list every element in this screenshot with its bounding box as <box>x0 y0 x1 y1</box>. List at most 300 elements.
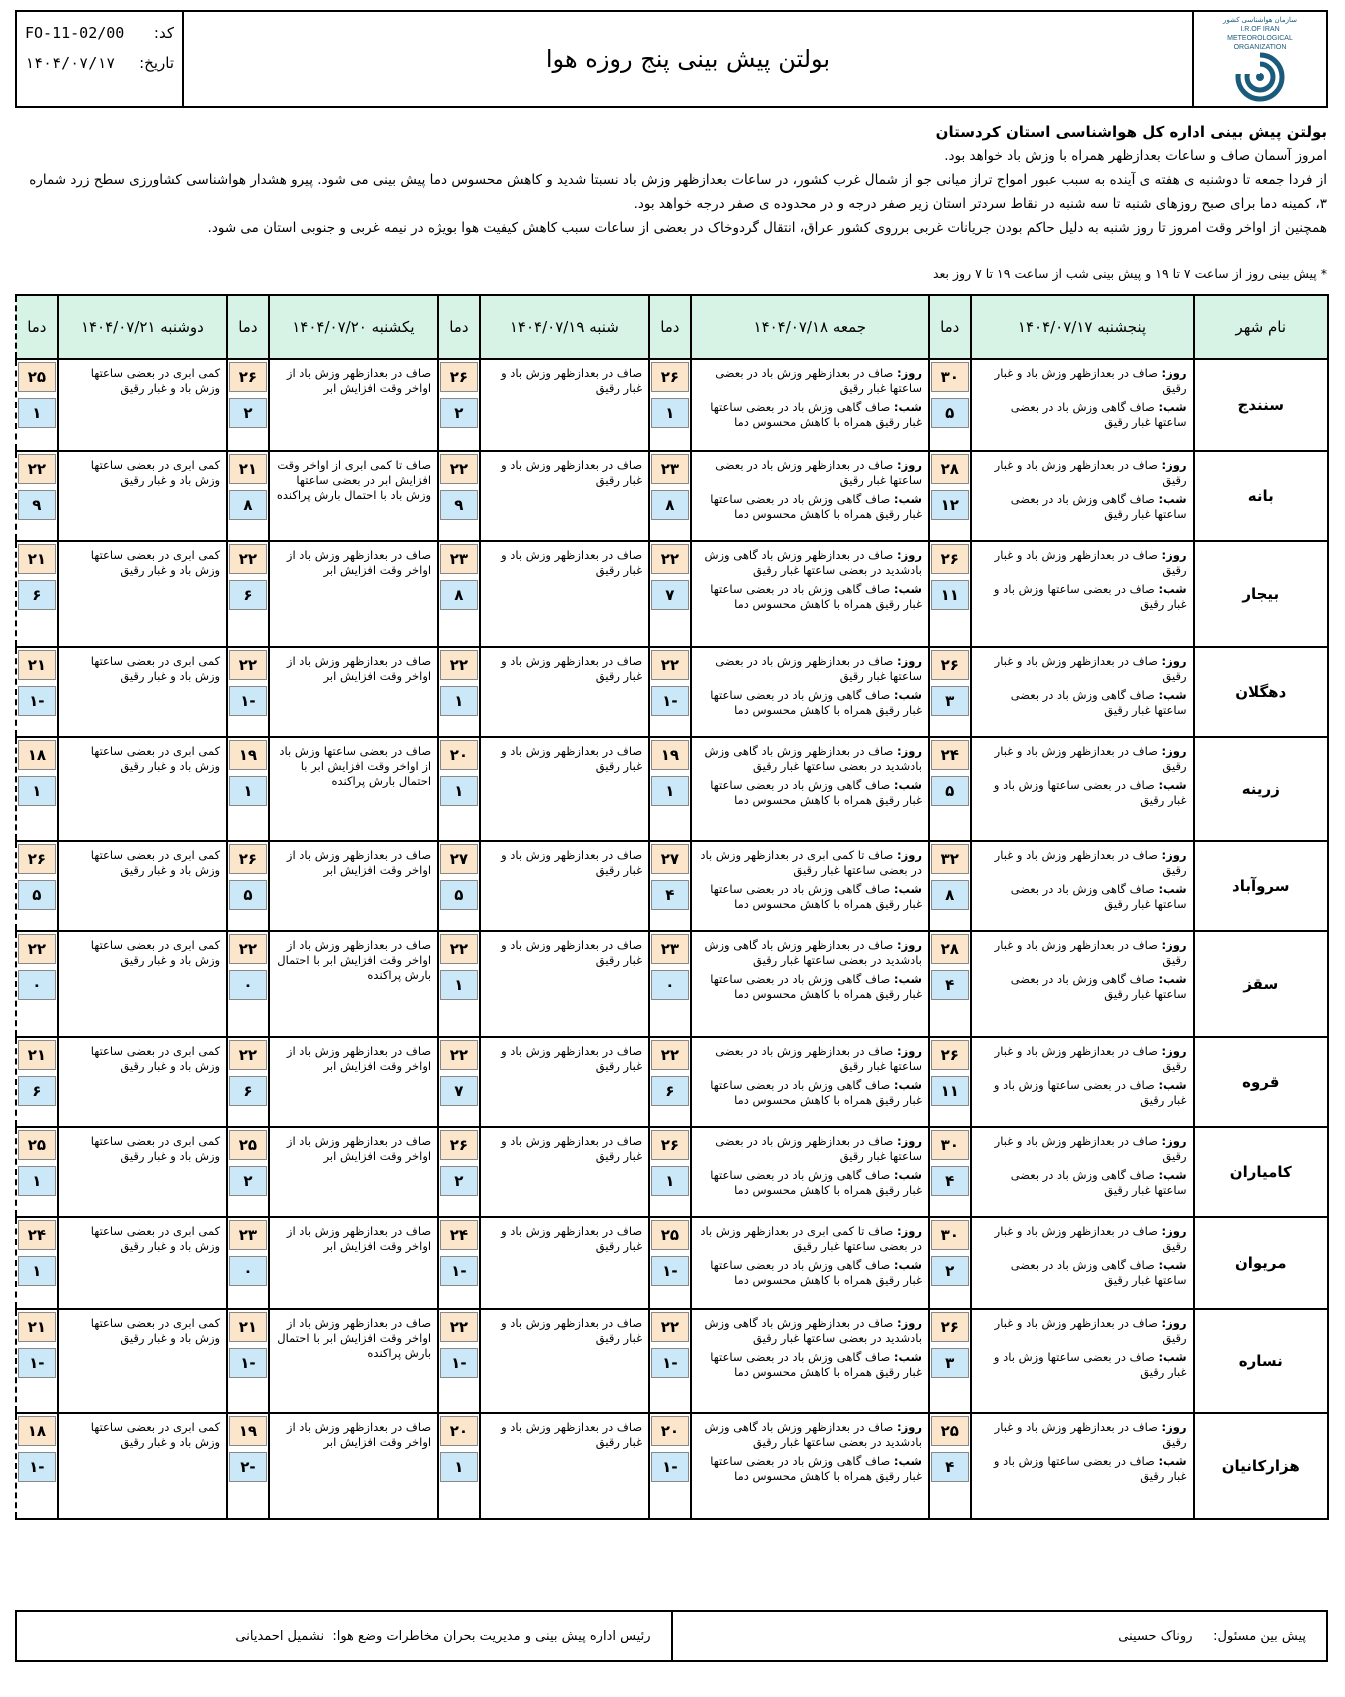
night-forecast <box>976 882 1187 912</box>
forecast-cell <box>58 1309 227 1413</box>
min-temp: ۱ <box>18 1166 56 1196</box>
temp-cell <box>929 841 971 931</box>
day-forecast <box>696 458 922 488</box>
temp-header-1: دما <box>929 295 971 359</box>
min-temp: ۴ <box>931 1452 969 1482</box>
max-temp: ۲۳ <box>651 454 689 484</box>
day-forecast <box>696 1420 922 1450</box>
forecast-cell <box>691 1413 929 1519</box>
night-forecast-text: صاف گاهی وزش باد در بعضی ساعتها غبار رقیق همراه با کاهش محسوس دما <box>710 972 922 1001</box>
temp-cell <box>227 737 269 841</box>
day-2-header: جمعه ۱۴۰۴/۰۷/۱۸ <box>691 295 929 359</box>
forecast-cell <box>269 359 438 451</box>
forecast-cell <box>971 1217 1194 1309</box>
forecast-cell <box>269 1037 438 1127</box>
min-temp: ۸ <box>651 490 689 520</box>
forecast-text: کمی ابری در بعضی ساعتها وزش باد و غبار رقیق <box>90 366 221 395</box>
night-label: شب: <box>893 972 922 986</box>
forecast-cell <box>269 541 438 647</box>
night-forecast-text: صاف گاهی وزش باد در بعضی ساعتها غبار رقیق <box>1010 688 1187 717</box>
max-temp: ۲۲ <box>440 454 478 484</box>
min-temp: ۵ <box>18 880 56 910</box>
max-temp: ۲۰ <box>440 740 478 770</box>
min-temp: ۶ <box>229 1076 267 1106</box>
night-forecast-text: صاف گاهی وزش باد در بعضی ساعتها غبار رقیق همراه با کاهش محسوس دما <box>710 1350 922 1379</box>
forecast-cell <box>58 541 227 647</box>
min-temp: -۱ <box>18 1452 56 1482</box>
max-temp: ۲۶ <box>931 1312 969 1342</box>
max-temp: ۲۲ <box>229 544 267 574</box>
forecast-text: صاف در بعدازظهر وزش باد و غبار رقیق <box>501 458 643 487</box>
date-value: ۱۴۰۴/۰۷/۱۷ <box>25 54 116 72</box>
page-title: بولتن پیش بینی پنج روزه هوا <box>545 45 831 73</box>
night-label: شب: <box>1158 882 1187 896</box>
min-temp: -۱ <box>229 1348 267 1378</box>
max-temp: ۱۹ <box>229 1416 267 1446</box>
min-temp: ۱ <box>651 1166 689 1196</box>
night-forecast-text: صاف در بعضی ساعتها وزش باد و غبار رقیق <box>993 582 1187 611</box>
table-row <box>16 841 1328 931</box>
temp-cell <box>438 647 480 737</box>
min-temp: -۱ <box>440 1348 478 1378</box>
night-label: شب: <box>1158 1454 1187 1468</box>
night-label: شب: <box>1158 1078 1187 1092</box>
temp-cell <box>438 1413 480 1519</box>
forecast-text: صاف در بعدازظهر وزش باد از اواخر وقت افزایش ابر <box>286 1044 432 1073</box>
night-forecast-text: صاف گاهی وزش باد در بعضی ساعتها غبار رقیق همراه با کاهش محسوس دما <box>710 778 922 807</box>
max-temp: ۲۲ <box>651 650 689 680</box>
forecast-text: صاف در بعدازظهر وزش باد و غبار رقیق <box>501 548 643 577</box>
night-forecast <box>696 1168 922 1198</box>
night-forecast-text: صاف گاهی وزش باد در بعضی ساعتها غبار رقیق همراه با کاهش محسوس دما <box>710 1168 922 1197</box>
temp-cell <box>227 1127 269 1217</box>
temp-cell <box>649 1127 691 1217</box>
forecast-cell <box>971 359 1194 451</box>
night-label: شب: <box>1158 778 1187 792</box>
max-temp: ۲۳ <box>651 934 689 964</box>
day-forecast-text: صاف در بعدازظهر وزش باد در بعضی ساعتها غبار رقیق <box>715 1044 922 1073</box>
max-temp: ۲۸ <box>931 454 969 484</box>
min-temp: -۱ <box>651 1452 689 1482</box>
min-temp: -۱ <box>440 1256 478 1286</box>
min-temp: ۷ <box>440 1076 478 1106</box>
temp-cell <box>16 1217 58 1309</box>
night-forecast-text: صاف گاهی وزش باد در بعضی ساعتها غبار رقیق همراه با کاهش محسوس دما <box>710 492 922 521</box>
night-forecast <box>976 1168 1187 1198</box>
temp-header-3: دما <box>438 295 480 359</box>
city-name: سروآباد <box>1194 841 1328 931</box>
night-label: شب: <box>893 1258 922 1272</box>
night-forecast-text: صاف در بعضی ساعتها وزش باد و غبار رقیق <box>993 778 1187 807</box>
night-label: شب: <box>1158 1350 1187 1364</box>
night-forecast <box>696 492 922 522</box>
temp-cell <box>16 541 58 647</box>
day-forecast-text: صاف در بعدازظهر وزش باد و غبار رقیق <box>994 458 1187 487</box>
forecast-cell <box>269 1217 438 1309</box>
min-temp: ۲ <box>229 1166 267 1196</box>
max-temp: ۲۵ <box>18 1130 56 1160</box>
department-head-name: نشمیل احمدیانی <box>235 1628 325 1644</box>
day-4-header: یکشنبه ۱۴۰۴/۰۷/۲۰ <box>269 295 438 359</box>
forecast-cell <box>480 647 649 737</box>
night-forecast <box>696 1078 922 1108</box>
night-forecast <box>976 972 1187 1002</box>
forecast-cell <box>691 647 929 737</box>
city-name: کامیاران <box>1194 1127 1328 1217</box>
forecaster-label: پیش بین مسئول: <box>1213 1628 1306 1644</box>
logo-text-1: I.R.OF IRAN <box>1240 26 1280 33</box>
forecast-cell <box>269 841 438 931</box>
night-label: شب: <box>1158 582 1187 596</box>
night-forecast-text: صاف در بعضی ساعتها وزش باد و غبار رقیق <box>993 1078 1187 1107</box>
day-3-header: شنبه ۱۴۰۴/۰۷/۱۹ <box>480 295 649 359</box>
night-forecast-text: صاف گاهی وزش باد در بعضی ساعتها غبار رقیق <box>1010 882 1187 911</box>
day-label: روز: <box>1161 1044 1187 1058</box>
day-label: روز: <box>1161 1420 1187 1434</box>
forecast-cell <box>971 647 1194 737</box>
max-temp: ۲۲ <box>440 650 478 680</box>
day-label: روز: <box>896 548 922 562</box>
night-forecast-text: صاف گاهی وزش باد در بعضی ساعتها غبار رقیق <box>1010 400 1187 429</box>
min-temp: ۱ <box>18 776 56 806</box>
night-forecast-text: صاف گاهی وزش باد در بعضی ساعتها غبار رقیق <box>1010 1168 1187 1197</box>
max-temp: ۲۴ <box>440 1220 478 1250</box>
forecast-cell <box>269 1127 438 1217</box>
day-forecast-text: صاف در بعدازظهر وزش باد گاهی وزش بادشدید در بعضی ساعتها غبار رقیق <box>704 1316 922 1345</box>
forecast-cell <box>480 359 649 451</box>
min-temp: -۲ <box>229 1452 267 1482</box>
forecast-text: کمی ابری در بعضی ساعتها وزش باد و غبار رقیق <box>90 654 221 683</box>
min-temp: ۶ <box>18 580 56 610</box>
temp-cell <box>227 1217 269 1309</box>
max-temp: ۲۳ <box>229 1220 267 1250</box>
logo-text-3: ORGANIZATION <box>1233 44 1287 51</box>
night-forecast-text: صاف گاهی وزش باد در بعضی ساعتها غبار رقیق همراه با کاهش محسوس دما <box>710 688 922 717</box>
day-forecast-text: صاف تا کمی ابری در بعدازظهر وزش باد در بعضی ساعتها غبار رقیق <box>700 848 922 877</box>
forecast-text: صاف در بعدازظهر وزش باد و غبار رقیق <box>501 654 643 683</box>
forecast-cell <box>480 1037 649 1127</box>
intro-paragraph-1: امروز آسمان صاف و ساعات بعدازظهر همراه با وزش باد خواهد بود. <box>944 148 1327 164</box>
night-label: شب: <box>893 1454 922 1468</box>
max-temp: ۲۰ <box>440 1416 478 1446</box>
min-temp: ۰ <box>18 970 56 1000</box>
night-forecast-text: صاف گاهی وزش باد در بعضی ساعتها غبار رقیق <box>1010 972 1187 1001</box>
min-temp: ۳ <box>931 686 969 716</box>
night-forecast <box>976 1258 1187 1288</box>
bulletin-intro <box>20 120 1327 240</box>
night-forecast-text: صاف گاهی وزش باد در بعضی ساعتها غبار رقیق همراه با کاهش محسوس دما <box>710 1454 922 1483</box>
min-temp: -۱ <box>651 1256 689 1286</box>
temp-cell <box>649 841 691 931</box>
day-forecast <box>976 548 1187 578</box>
temp-cell <box>16 1309 58 1413</box>
table-row <box>16 931 1328 1037</box>
forecast-cell <box>269 451 438 541</box>
day-forecast <box>976 938 1187 968</box>
department-head-block <box>17 1612 673 1660</box>
night-forecast-text: صاف در بعضی ساعتها وزش باد و غبار رقیق <box>993 1454 1187 1483</box>
max-temp: ۳۰ <box>931 1130 969 1160</box>
intro-paragraph-3: همچنین از اواخر وقت امروز تا روز شنبه به دلیل حاکم بودن جریانات غربی برروی کشور عراق، انتقال گردوخاک در بعضی از ساعات سبب کاهش کیفیت هوا بویژه در نیمه غربی و جنوبی استان می شود. <box>207 220 1327 236</box>
forecast-text: صاف در بعدازظهر وزش باد از اواخر وقت افزایش ابر <box>286 366 432 395</box>
forecast-text: صاف در بعدازظهر وزش باد و غبار رقیق <box>501 1224 643 1253</box>
forecast-cell <box>971 841 1194 931</box>
temp-cell <box>227 541 269 647</box>
temp-cell <box>438 931 480 1037</box>
night-label: شب: <box>893 688 922 702</box>
temp-cell <box>929 647 971 737</box>
forecast-text: کمی ابری در بعضی ساعتها وزش باد و غبار رقیق <box>90 744 221 773</box>
day-forecast-text: صاف در بعدازظهر وزش باد و غبار رقیق <box>994 548 1187 577</box>
day-forecast-text: صاف در بعدازظهر وزش باد و غبار رقیق <box>994 848 1187 877</box>
max-temp: ۲۲ <box>440 934 478 964</box>
forecast-text: صاف در بعدازظهر وزش باد از اواخر وقت افزایش ابر <box>286 548 432 577</box>
day-forecast-text: صاف در بعدازظهر وزش باد و غبار رقیق <box>994 1420 1187 1449</box>
night-label: شب: <box>893 882 922 896</box>
max-temp: ۲۶ <box>440 362 478 392</box>
forecast-cell <box>58 359 227 451</box>
temp-cell <box>649 1217 691 1309</box>
night-label: شب: <box>1158 1168 1187 1182</box>
forecast-cell <box>58 841 227 931</box>
min-temp: ۲ <box>440 1166 478 1196</box>
min-temp: ۱۱ <box>931 580 969 610</box>
day-forecast <box>976 1420 1187 1450</box>
forecast-cell <box>58 1413 227 1519</box>
night-forecast-text: صاف گاهی وزش باد در بعضی ساعتها غبار رقیق همراه با کاهش محسوس دما <box>710 400 922 429</box>
temp-header-5: دما <box>16 295 58 359</box>
max-temp: ۲۶ <box>229 844 267 874</box>
max-temp: ۲۷ <box>440 844 478 874</box>
max-temp: ۲۲ <box>229 1040 267 1070</box>
night-forecast <box>696 972 922 1002</box>
night-label: شب: <box>1158 1258 1187 1272</box>
forecast-cell <box>58 451 227 541</box>
forecast-text: صاف در بعدازظهر وزش باد از اواخر وقت افزایش ابر با احتمال بارش پراکنده <box>277 1316 432 1360</box>
forecast-cell <box>58 1127 227 1217</box>
forecast-text: کمی ابری در بعضی ساعتها وزش باد و غبار رقیق <box>90 1134 221 1163</box>
temp-cell <box>16 737 58 841</box>
max-temp: ۲۰ <box>651 1416 689 1446</box>
day-forecast <box>696 744 922 774</box>
max-temp: ۲۶ <box>440 1130 478 1160</box>
temp-cell <box>438 737 480 841</box>
night-forecast <box>696 582 922 612</box>
table-row <box>16 1217 1328 1309</box>
forecast-cell <box>691 1217 929 1309</box>
max-temp: ۲۶ <box>651 362 689 392</box>
temp-cell <box>929 1037 971 1127</box>
day-label: روز: <box>1161 458 1187 472</box>
night-forecast <box>976 582 1187 612</box>
forecast-cell <box>691 359 929 451</box>
max-temp: ۳۰ <box>931 362 969 392</box>
day-forecast <box>976 654 1187 684</box>
forecast-cell <box>269 931 438 1037</box>
min-temp: ۱ <box>440 686 478 716</box>
day-label: روز: <box>1161 1316 1187 1330</box>
max-temp: ۲۵ <box>18 362 56 392</box>
temp-cell <box>16 451 58 541</box>
day-forecast <box>976 848 1187 878</box>
day-label: روز: <box>1161 744 1187 758</box>
city-name: هزارکانیان <box>1194 1413 1328 1519</box>
night-forecast <box>976 400 1187 430</box>
min-temp: ۴ <box>651 880 689 910</box>
max-temp: ۲۲ <box>651 1312 689 1342</box>
temp-cell <box>649 1413 691 1519</box>
day-forecast-text: صاف در بعدازظهر وزش باد در بعضی ساعتها غبار رقیق <box>715 654 922 683</box>
day-forecast-text: صاف در بعدازظهر وزش باد و غبار رقیق <box>994 1044 1187 1073</box>
min-temp: ۵ <box>931 398 969 428</box>
temp-cell <box>16 931 58 1037</box>
day-forecast <box>696 1134 922 1164</box>
city-name: قروه <box>1194 1037 1328 1127</box>
min-temp: ۵ <box>931 776 969 806</box>
max-temp: ۲۱ <box>18 544 56 574</box>
min-temp: ۴ <box>931 1166 969 1196</box>
temp-cell <box>16 1127 58 1217</box>
day-label: روز: <box>1161 366 1187 380</box>
forecast-cell <box>971 737 1194 841</box>
day-label: روز: <box>1161 548 1187 562</box>
forecast-text: کمی ابری در بعضی ساعتها وزش باد و غبار رقیق <box>90 1316 221 1345</box>
day-forecast <box>696 1316 922 1346</box>
intro-heading: بولتن پیش بینی اداره کل هواشناسی استان کردستان <box>935 123 1327 141</box>
day-forecast <box>976 1316 1187 1346</box>
max-temp: ۲۶ <box>229 362 267 392</box>
forecast-cell <box>269 737 438 841</box>
temp-cell <box>438 451 480 541</box>
min-temp: ۱ <box>440 776 478 806</box>
city-name: نساره <box>1194 1309 1328 1413</box>
max-temp: ۳۲ <box>931 844 969 874</box>
night-forecast <box>696 688 922 718</box>
forecast-cell <box>691 541 929 647</box>
table-row <box>16 1309 1328 1413</box>
day-forecast <box>976 744 1187 774</box>
min-temp: ۱۲ <box>931 490 969 520</box>
temp-cell <box>227 647 269 737</box>
max-temp: ۲۶ <box>931 650 969 680</box>
max-temp: ۱۹ <box>651 740 689 770</box>
temp-cell <box>16 1037 58 1127</box>
day-label: روز: <box>1161 1134 1187 1148</box>
min-temp: ۲ <box>440 398 478 428</box>
min-temp: ۶ <box>651 1076 689 1106</box>
temp-cell <box>929 1413 971 1519</box>
day-forecast-text: صاف در بعدازظهر وزش باد و غبار رقیق <box>994 366 1187 395</box>
forecast-table <box>15 294 1329 1520</box>
forecast-text: صاف در بعدازظهر وزش باد از اواخر وقت افزایش ابر با احتمال بارش پراکنده <box>277 938 432 982</box>
temp-cell <box>929 931 971 1037</box>
night-label: شب: <box>893 400 922 414</box>
night-forecast <box>696 1454 922 1484</box>
min-temp: ۰ <box>229 970 267 1000</box>
min-temp: ۱ <box>440 970 478 1000</box>
night-forecast <box>976 778 1187 808</box>
temp-cell <box>649 931 691 1037</box>
max-temp: ۱۸ <box>18 740 56 770</box>
min-temp: ۱ <box>18 1256 56 1286</box>
max-temp: ۲۲ <box>440 1312 478 1342</box>
forecast-text: صاف در بعدازظهر وزش باد و غبار رقیق <box>501 366 643 395</box>
night-forecast-text: صاف گاهی وزش باد در بعضی ساعتها غبار رقیق همراه با کاهش محسوس دما <box>710 582 922 611</box>
day-label: روز: <box>896 744 922 758</box>
min-temp: ۰ <box>651 970 689 1000</box>
day-forecast <box>696 366 922 396</box>
max-temp: ۲۲ <box>18 454 56 484</box>
forecast-cell <box>971 541 1194 647</box>
temp-cell <box>227 451 269 541</box>
forecast-cell <box>971 451 1194 541</box>
max-temp: ۲۷ <box>651 844 689 874</box>
day-forecast-text: صاف در بعدازظهر وزش باد در بعضی ساعتها غبار رقیق <box>715 458 922 487</box>
day-forecast-text: صاف در بعدازظهر وزش باد گاهی وزش بادشدید در بعضی ساعتها غبار رقیق <box>704 1420 922 1449</box>
forecast-cell <box>691 1309 929 1413</box>
max-temp: ۳۰ <box>931 1220 969 1250</box>
forecast-cell <box>971 1309 1194 1413</box>
min-temp: ۱ <box>440 1452 478 1482</box>
min-temp: ۵ <box>229 880 267 910</box>
night-label: شب: <box>1158 972 1187 986</box>
day-forecast-text: صاف در بعدازظهر وزش باد و غبار رقیق <box>994 744 1187 773</box>
max-temp: ۲۲ <box>440 1040 478 1070</box>
forecast-text: کمی ابری در بعضی ساعتها وزش باد و غبار رقیق <box>90 1224 221 1253</box>
forecast-cell <box>691 1037 929 1127</box>
forecast-text: صاف در بعدازظهر وزش باد و غبار رقیق <box>501 1044 643 1073</box>
forecast-cell <box>480 1413 649 1519</box>
city-name: سنندج <box>1194 359 1328 451</box>
night-forecast <box>696 778 922 808</box>
day-label: روز: <box>1161 654 1187 668</box>
forecast-cell <box>971 1413 1194 1519</box>
min-temp: ۴ <box>931 970 969 1000</box>
night-forecast <box>976 492 1187 522</box>
temp-cell <box>649 359 691 451</box>
temp-cell <box>649 451 691 541</box>
forecast-cell <box>971 1037 1194 1127</box>
forecast-cell <box>971 1127 1194 1217</box>
temp-cell <box>16 1413 58 1519</box>
bulletin-header <box>15 10 1328 108</box>
max-temp: ۲۲ <box>18 934 56 964</box>
forecast-cell <box>480 931 649 1037</box>
city-name: زرینه <box>1194 737 1328 841</box>
night-forecast <box>696 882 922 912</box>
day-forecast-text: صاف در بعدازظهر وزش باد در بعضی ساعتها غبار رقیق <box>715 366 922 395</box>
city-name: بیجار <box>1194 541 1328 647</box>
temp-cell <box>227 1037 269 1127</box>
min-temp: ۹ <box>18 490 56 520</box>
day-forecast-text: صاف در بعدازظهر وزش باد و غبار رقیق <box>994 1316 1187 1345</box>
temp-cell <box>227 931 269 1037</box>
temp-cell <box>16 841 58 931</box>
temp-cell <box>649 541 691 647</box>
min-temp: -۱ <box>651 686 689 716</box>
forecast-cell <box>691 841 929 931</box>
city-column-header: نام شهر <box>1194 295 1328 359</box>
night-forecast-text: صاف گاهی وزش باد در بعضی ساعتها غبار رقیق <box>1010 1258 1187 1287</box>
max-temp: ۲۵ <box>229 1130 267 1160</box>
min-temp: ۶ <box>18 1076 56 1106</box>
temp-cell <box>929 1217 971 1309</box>
day-1-header: پنجشنبه ۱۴۰۴/۰۷/۱۷ <box>971 295 1194 359</box>
forecast-text: صاف در بعدازظهر وزش باد و غبار رقیق <box>501 744 643 773</box>
temp-cell <box>929 737 971 841</box>
night-label: شب: <box>893 1168 922 1182</box>
day-label: روز: <box>896 366 922 380</box>
